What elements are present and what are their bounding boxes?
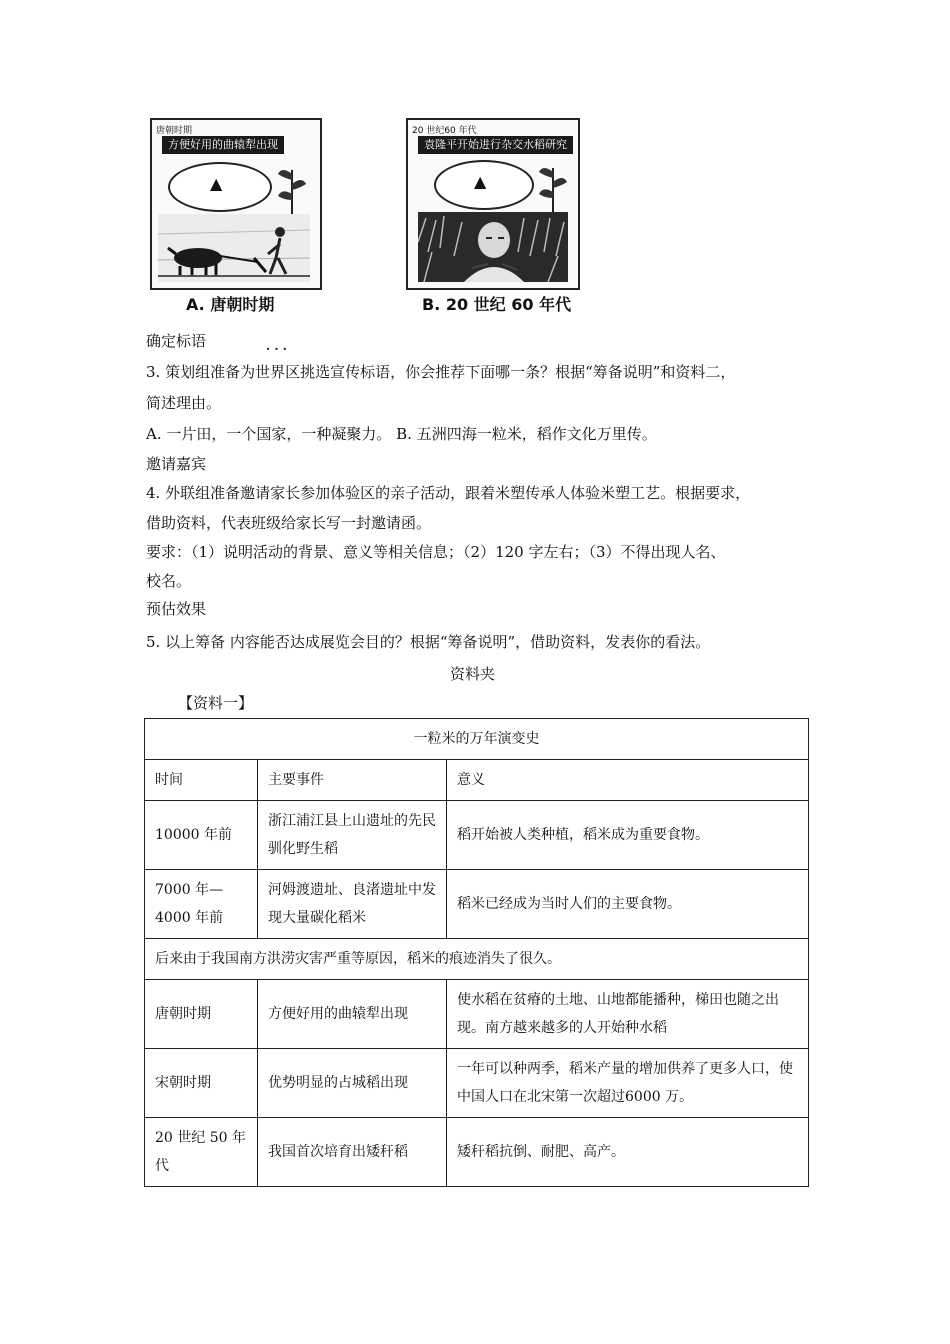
- question-4-line-2: 借助资料，代表班级给家长写一封邀请函。: [146, 514, 432, 532]
- header-time: 时间: [145, 760, 258, 801]
- cell-time: 10000 年前: [145, 801, 258, 870]
- question-4-requirements-2: 校名。: [146, 572, 192, 590]
- header-event: 主要事件: [258, 760, 447, 801]
- figure-b-panel: [406, 118, 580, 290]
- table-row: [145, 1049, 809, 1118]
- question-3-options: A. 一片田，一个国家，一种凝聚力。 B. 五洲四海一粒米，稻作文化万里传。: [146, 425, 657, 443]
- emphasis-dots: · · ·: [266, 342, 287, 356]
- cell-event: 方便好用的曲辕犁出现: [258, 980, 447, 1049]
- cell-time: 宋朝时期: [145, 1049, 258, 1118]
- material-one-title: 【资料一】: [178, 694, 254, 712]
- table-header-row: [145, 760, 809, 801]
- figure-a-speech-bubble: [168, 162, 272, 212]
- figure-a-corner-text: 唐朝时期: [156, 126, 193, 136]
- figure-a-banner: 方便好用的曲辕犁出现: [162, 136, 284, 154]
- cell-event: 浙江浦江县上山遗址的先民驯化野生稻: [258, 801, 447, 870]
- figure-b-corner-text: 20 世纪60 年代: [412, 126, 477, 136]
- table-row: [145, 870, 809, 939]
- question-5-line: 5. 以上筹备 内容能否达成展览会目的？根据“筹备说明”，借助资料，发表你的看法。: [146, 633, 711, 651]
- section-title-evaluation: 预估效果: [146, 600, 207, 618]
- figure-a-panel: [150, 118, 322, 290]
- table-note-row: [145, 939, 809, 980]
- cell-meaning: 矮秆稻抗倒、耐肥、高产。: [447, 1118, 809, 1187]
- section-title-slogan: 确定标语: [146, 332, 207, 350]
- rice-field-scientist-photo: [418, 212, 568, 282]
- figure-a-label: A. 唐朝时期: [186, 295, 275, 314]
- figure-b-bubble-mark: ▲: [474, 172, 487, 191]
- question-3-line-2: 简述理由。: [146, 394, 222, 412]
- figure-b-label: B. 20 世纪 60 年代: [422, 295, 572, 314]
- table-title-row: [145, 719, 809, 760]
- cell-meaning: 一年可以种两季，稻米产量的增加供养了更多人口，使中国人口在北宋第一次超过6000 万。: [447, 1049, 809, 1118]
- question-3-line-1: 3. 策划组准备为世界区挑选宣传标语，你会推荐下面哪一条？根据“筹备说明”和资料二，: [146, 363, 736, 381]
- cell-meaning: 稻米已经成为当时人们的主要食物。: [447, 870, 809, 939]
- cell-time: 20 世纪 50 年代: [145, 1118, 258, 1187]
- cell-meaning: 使水稻在贫瘠的土地、山地都能播种，梯田也随之出现。南方越来越多的人开始种水稻: [447, 980, 809, 1049]
- cell-time: 7000 年—4000 年前: [145, 870, 258, 939]
- cell-meaning: 稻开始被人类种植，稻米成为重要食物。: [447, 801, 809, 870]
- header-meaning: 意义: [447, 760, 809, 801]
- cell-event: 我国首次培育出矮秆稻: [258, 1118, 447, 1187]
- table-title: 一粒米的万年演变史: [145, 719, 809, 760]
- folder-title: 资料夹: [450, 665, 496, 683]
- table-note: 后来由于我国南方洪涝灾害严重等原因，稻米的痕迹消失了很久。: [145, 939, 809, 980]
- cell-time: 唐朝时期: [145, 980, 258, 1049]
- question-4-requirements-1: 要求：（1）说明活动的背景、意义等相关信息；（2）120 字左右；（3）不得出现人名、: [146, 543, 726, 561]
- section-title-guests: 邀请嘉宾: [146, 455, 207, 473]
- cell-event: 河姆渡遗址、良渚遗址中发现大量碳化稻米: [258, 870, 447, 939]
- rice-plant-icon: [274, 160, 310, 214]
- rice-plant-icon: [536, 158, 570, 212]
- table-row: [145, 980, 809, 1049]
- figure-a-bubble-mark: ▲: [210, 174, 223, 193]
- table-row: [145, 801, 809, 870]
- figure-b-banner: 袁隆平开始进行杂交水稻研究: [418, 136, 573, 154]
- figure-b-speech-bubble: [434, 160, 534, 210]
- question-4-line-1: 4. 外联组准备邀请家长参加体验区的亲子活动，跟着米塑传承人体验米塑工艺。根据要求，: [146, 484, 751, 502]
- table-row: [145, 1118, 809, 1187]
- cell-event: 优势明显的占城稻出现: [258, 1049, 447, 1118]
- rice-history-table: [144, 718, 809, 1187]
- ox-ploughing-illustration: [158, 214, 310, 282]
